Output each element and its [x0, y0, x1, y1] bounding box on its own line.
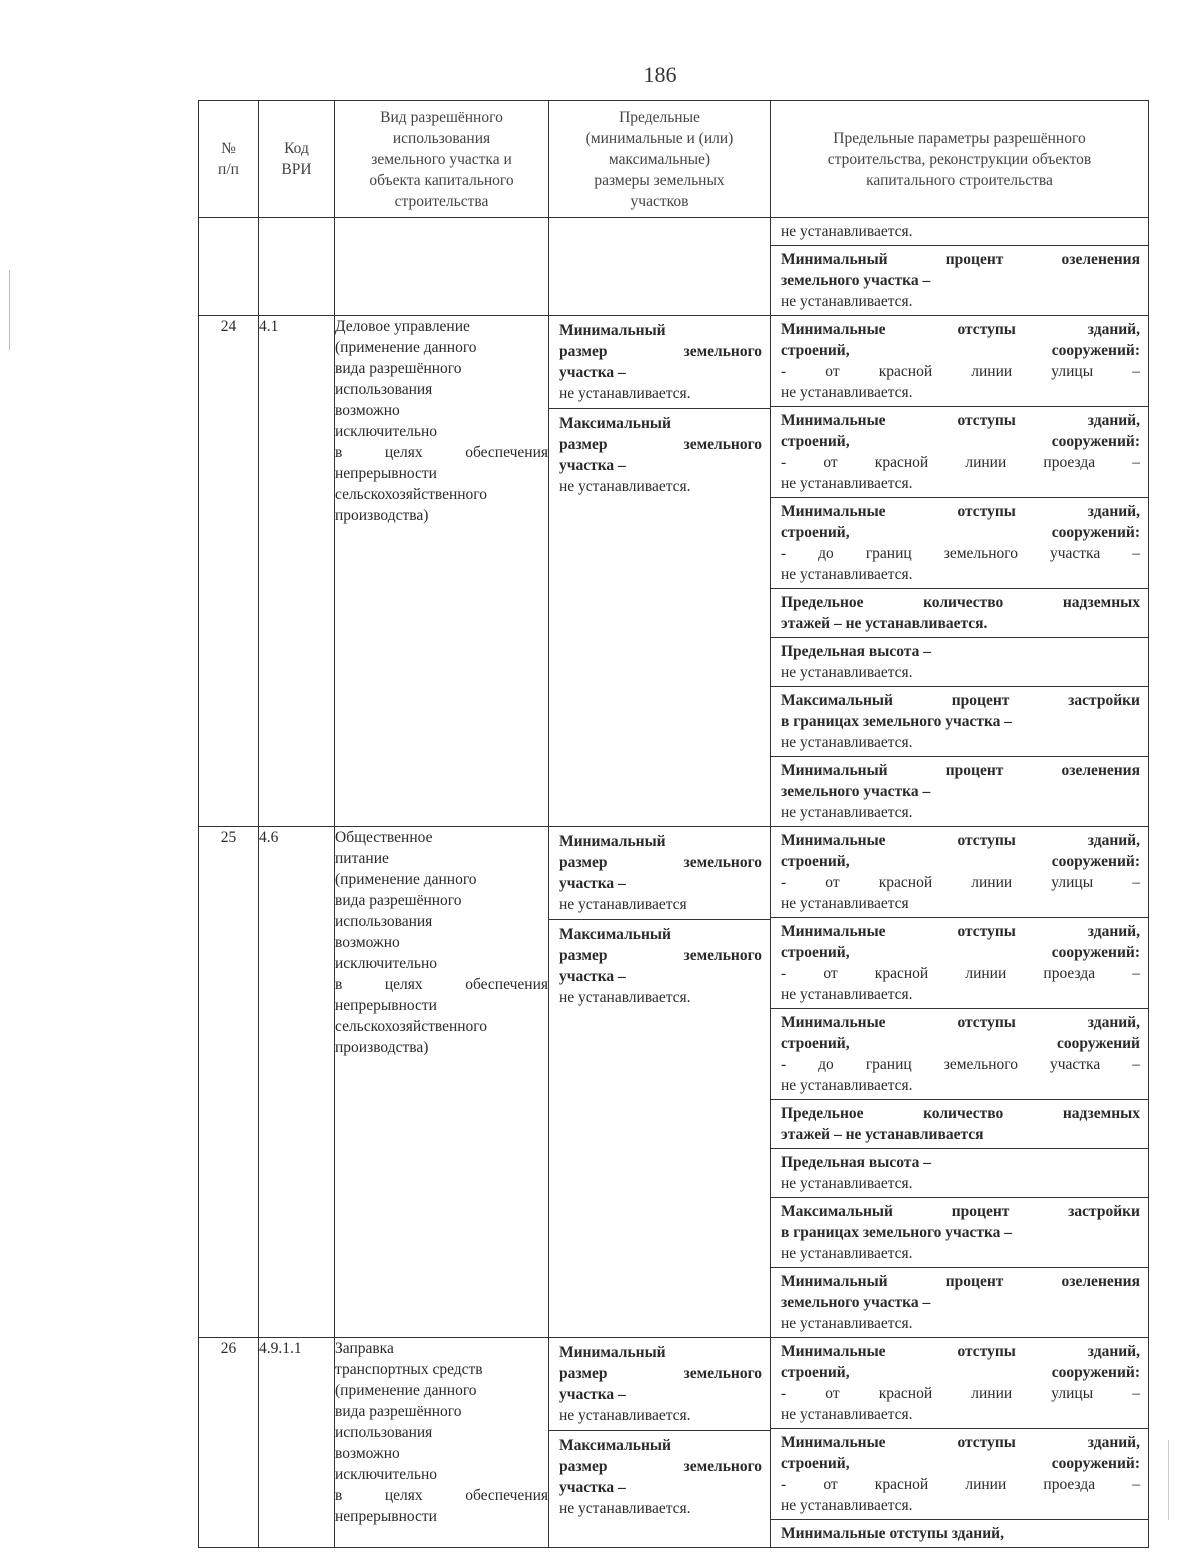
text-line: размер земельного — [559, 436, 762, 453]
text-line: участка – — [559, 1479, 626, 1496]
text-line: в целях обеспечения — [335, 444, 548, 461]
scan-margin-mark — [9, 270, 10, 350]
text-line: вида разрешённого — [335, 892, 462, 909]
parameter-entry — [771, 757, 1148, 826]
plot-size-entry — [549, 1338, 770, 1431]
parameter-entry — [771, 918, 1148, 1009]
text-line: Предельная высота – — [781, 1154, 931, 1171]
cell-num: 24 — [199, 316, 259, 827]
text-line: - от красной линии проезда – — [781, 454, 1140, 471]
parameter-entry — [771, 246, 1148, 315]
text-line: в целях обеспечения — [335, 976, 548, 993]
parameter-entry — [771, 498, 1148, 589]
text-line: не устанавливается. — [781, 1245, 913, 1262]
text-line: не устанавливается. — [781, 1497, 913, 1514]
text-line: Минимальные отступы зданий, — [781, 1343, 1140, 1360]
text-line: этажей – не устанавливается — [781, 1126, 984, 1143]
text-line: Минимальный — [559, 1344, 666, 1361]
text-line: участка – — [559, 457, 626, 474]
text-line: - от красной линии проезда – — [781, 1476, 1140, 1493]
text-line: участка – — [559, 364, 626, 381]
text-line: возможно — [335, 1445, 400, 1462]
table-row — [199, 1338, 1149, 1548]
plot-size-entry — [549, 1431, 770, 1523]
text-line: Минимальные отступы зданий, — [781, 1434, 1140, 1451]
text-line: Минимальные отступы зданий, — [781, 1525, 1004, 1542]
text-line: - до границ земельного участка – — [781, 1056, 1140, 1073]
cell-use-name — [335, 827, 549, 1338]
cell-code: 4.1 — [259, 316, 335, 827]
text-line: возможно — [335, 934, 400, 951]
parameter-entry — [771, 316, 1148, 407]
cell-code: 4.6 — [259, 827, 335, 1338]
text-line: сельскохозяйственного — [335, 486, 488, 503]
parameter-entry — [771, 638, 1148, 687]
text-line: участка – — [559, 1386, 626, 1403]
text-line: использования — [335, 381, 433, 398]
table-row — [199, 316, 1149, 827]
text-line: (применение данного — [335, 871, 477, 888]
text-line: строений, сооружений: — [781, 342, 1140, 359]
text-line: вида разрешённого — [335, 360, 462, 377]
text-line: строений, сооружений — [781, 1035, 1140, 1052]
text-line: в границах земельного участка – — [781, 713, 1013, 730]
cell-params — [771, 827, 1149, 1338]
text-line: - от красной линии проезда – — [781, 965, 1140, 982]
text-line: Предельная высота – — [781, 643, 931, 660]
text-line: Максимальный — [559, 926, 671, 943]
text-line: Минимальные отступы зданий, — [781, 923, 1140, 940]
text-line: Минимальные отступы зданий, — [781, 412, 1140, 429]
text-line: не устанавливается. — [559, 385, 691, 402]
page-number: 186 — [643, 62, 677, 87]
parameter-entry — [771, 1198, 1148, 1268]
cell-plot-sizes — [549, 827, 771, 1338]
text-line: размер земельного — [559, 343, 762, 360]
cell-name — [335, 218, 549, 316]
scan-margin-mark — [1168, 1440, 1169, 1520]
header-num: № п/п — [199, 101, 259, 218]
text-line: размер земельного — [559, 947, 762, 964]
text-line: не устанавливается — [559, 896, 687, 913]
text-line: строений, сооружений: — [781, 853, 1140, 870]
plot-size-entry — [549, 920, 770, 1012]
cell-plot-sizes — [549, 1338, 771, 1548]
parameter-entry — [771, 1100, 1148, 1149]
text-line: не устанавливается. — [781, 223, 913, 240]
cell-plot-sizes — [549, 316, 771, 827]
text-line: строений, сооружений: — [781, 1455, 1140, 1472]
text-line: строений, сооружений: — [781, 433, 1140, 450]
text-line: не устанавливается. — [781, 1315, 913, 1332]
text-line: Максимальный — [559, 415, 671, 432]
text-line: Минимальные отступы зданий, — [781, 1014, 1140, 1031]
text-line: вида разрешённого — [335, 1403, 462, 1420]
cell-params — [771, 218, 1149, 316]
text-line: участка – — [559, 875, 626, 892]
text-line: Предельное количество надземных — [781, 594, 1140, 611]
cell-params — [771, 1338, 1149, 1548]
parameter-entry — [771, 1268, 1148, 1337]
text-line: размер земельного — [559, 1458, 762, 1475]
text-line: не устанавливается. — [559, 1500, 691, 1517]
text-line: Минимальные отступы зданий, — [781, 832, 1140, 849]
text-line: не устанавливается. — [781, 664, 913, 681]
table-row — [199, 827, 1149, 1338]
text-line: Заправка — [335, 1340, 394, 1357]
text-line: не устанавливается. — [559, 1407, 691, 1424]
text-line: - от красной линии улицы – — [781, 363, 1140, 380]
text-line: не устанавливается. — [781, 986, 913, 1003]
parameter-entry — [771, 1429, 1148, 1520]
text-line: земельного участка – — [781, 1294, 931, 1311]
parameter-entry — [771, 827, 1148, 918]
text-line: непрерывности — [335, 465, 437, 482]
header-code: Код ВРИ — [259, 101, 335, 218]
text-line: Минимальный процент озеленения — [781, 762, 1140, 779]
header-plot-size: Предельные (минимальные и (или) максимальные) размеры земельных участков — [549, 101, 771, 218]
text-line: использования — [335, 913, 433, 930]
cell-use-name — [335, 316, 549, 827]
text-line: земельного участка – — [781, 272, 931, 289]
text-line: не устанавливается. — [781, 384, 913, 401]
text-line: не устанавливается. — [781, 1406, 913, 1423]
plot-size-entry — [549, 316, 770, 409]
parameter-entry — [771, 1520, 1148, 1547]
parameter-entry — [771, 687, 1148, 757]
text-line: использования — [335, 1424, 433, 1441]
text-line: Минимальные отступы зданий, — [781, 321, 1140, 338]
text-line: исключительно — [335, 423, 438, 440]
text-line: Минимальный — [559, 322, 666, 339]
text-line: сельскохозяйственного — [335, 1018, 488, 1035]
cell-code: 4.9.1.1 — [259, 1338, 335, 1548]
text-line: размер земельного — [559, 854, 762, 871]
text-line: исключительно — [335, 1466, 438, 1483]
plot-size-entry — [549, 409, 770, 501]
regulations-table — [198, 100, 1149, 1548]
text-line: в целях обеспечения — [335, 1487, 548, 1504]
text-line: участка – — [559, 968, 626, 985]
parameter-entry — [771, 589, 1148, 638]
text-line: в границах земельного участка – — [781, 1224, 1013, 1241]
text-line: не устанавливается. — [781, 804, 913, 821]
text-line: питание — [335, 850, 389, 867]
text-line: исключительно — [335, 955, 438, 972]
text-line: Минимальные отступы зданий, — [781, 503, 1140, 520]
text-line: не устанавливается. — [781, 475, 913, 492]
table-body — [199, 218, 1149, 1548]
header-parameters: Предельные параметры разрешённого строительства, реконструкции объектов капитального строительства — [771, 101, 1149, 218]
cell-num: 25 — [199, 827, 259, 1338]
text-line: Минимальный процент озеленения — [781, 1273, 1140, 1290]
text-line: строений, сооружений: — [781, 944, 1140, 961]
text-line: этажей – не устанавливается. — [781, 615, 988, 632]
parameter-entry — [771, 1338, 1148, 1429]
header-use-type: Вид разрешённого использования земельного участка и объекта капитального строительства — [335, 101, 549, 218]
text-line: Предельное количество надземных — [781, 1105, 1140, 1122]
text-line: - от красной линии улицы – — [781, 1385, 1140, 1402]
text-line: Общественное — [335, 829, 433, 846]
text-line: непрерывности — [335, 1508, 437, 1525]
text-line: - до границ земельного участка – — [781, 545, 1140, 562]
text-line: Минимальный процент озеленения — [781, 251, 1140, 268]
cell-params — [771, 316, 1149, 827]
text-line: размер земельного — [559, 1365, 762, 1382]
text-line: не устанавливается. — [781, 293, 913, 310]
text-line: возможно — [335, 402, 400, 419]
parameter-entry — [771, 1009, 1148, 1100]
text-line: непрерывности — [335, 997, 437, 1014]
cell-num: 26 — [199, 1338, 259, 1548]
text-line: Максимальный процент застройки — [781, 692, 1140, 709]
text-line: - от красной линии улицы – — [781, 874, 1140, 891]
parameter-entry — [771, 1149, 1148, 1198]
text-line: (применение данного — [335, 339, 477, 356]
plot-size-entry — [549, 827, 770, 920]
cell-code — [259, 218, 335, 316]
text-line: производства) — [335, 1039, 429, 1056]
text-line: Максимальный процент застройки — [781, 1203, 1140, 1220]
text-line: земельного участка – — [781, 783, 931, 800]
text-line: Максимальный — [559, 1437, 671, 1454]
table-row-continuation — [199, 218, 1149, 316]
table-header — [199, 101, 1149, 218]
text-line: Деловое управление — [335, 318, 470, 335]
text-line: Минимальный — [559, 833, 666, 850]
text-line: строений, сооружений: — [781, 1364, 1140, 1381]
text-line: не устанавливается. — [559, 989, 691, 1006]
cell-use-name — [335, 1338, 549, 1548]
text-line: не устанавливается — [781, 895, 909, 912]
text-line: не устанавливается. — [781, 734, 913, 751]
text-line: транспортных средств — [335, 1361, 483, 1378]
text-line: производства) — [335, 507, 429, 524]
text-line: (применение данного — [335, 1382, 477, 1399]
text-line: строений, сооружений: — [781, 524, 1140, 541]
cell-num — [199, 218, 259, 316]
text-line: не устанавливается. — [781, 566, 913, 583]
text-line: не устанавливается. — [781, 1077, 913, 1094]
text-line: не устанавливается. — [781, 1175, 913, 1192]
cell-sizes — [549, 218, 771, 316]
text-line: не устанавливается. — [559, 478, 691, 495]
parameter-entry — [771, 407, 1148, 498]
parameter-entry — [771, 218, 1148, 246]
